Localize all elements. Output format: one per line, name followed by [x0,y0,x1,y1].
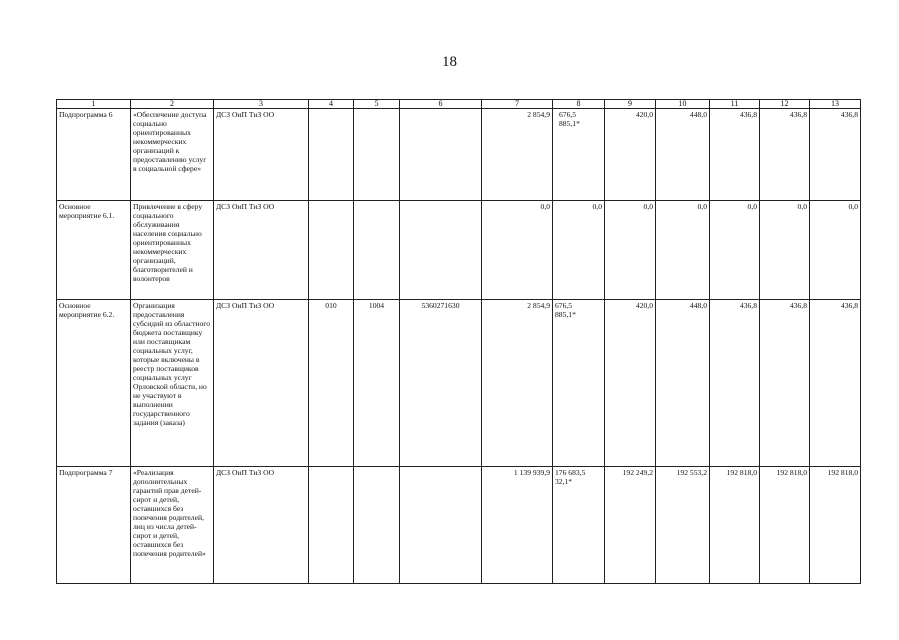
column-header: 12 [760,100,810,109]
code-cell [354,109,400,201]
amount-cell: 420,0 [605,300,656,467]
code-cell [354,467,400,584]
amount-cell: 448,0 [656,109,710,201]
code-cell: 010 [309,300,354,467]
code-cell [354,201,400,300]
amount-cell: 192 818,0 [760,467,810,584]
program-title-cell: «Обеспечение доступа социально ориентированных некоммерческих организаций к предоставлению услуг в социальной сфере» [131,109,214,201]
amount-cell: 0,0 [605,201,656,300]
column-header: 3 [214,100,309,109]
amount-line: 676,5 [559,110,577,119]
column-header: 11 [710,100,760,109]
code-cell [400,201,482,300]
code-cell: 5360271630 [400,300,482,467]
executor-cell: ДСЗ ОиП ТиЗ ОО [214,109,309,201]
code-cell [309,109,354,201]
amount-cell: 436,8 [810,109,861,201]
column-header: 13 [810,100,861,109]
amount-cell: 448,0 [656,300,710,467]
column-header: 8 [553,100,605,109]
amount-cell: 436,8 [760,109,810,201]
amount-cell: 0,0 [482,201,553,300]
table-row [57,300,861,467]
amount-cell: 1 139 939,9 [482,467,553,584]
amount-cell: 192 553,2 [656,467,710,584]
column-header: 10 [656,100,710,109]
amount-line: 32,1* [555,477,573,486]
table-row [57,201,861,300]
amount-cell: 192 818,0 [810,467,861,584]
code-cell [400,467,482,584]
column-header: 6 [400,100,482,109]
amount-cell: 436,8 [810,300,861,467]
amount-cell: 192 818,0 [710,467,760,584]
amount-cell: 2 854,9 [482,300,553,467]
amount-line: 0,0 [592,202,602,211]
page-number: 18 [442,54,457,70]
column-header: 9 [605,100,656,109]
amount-cell [553,109,605,201]
code-cell: 1004 [354,300,400,467]
amount-cell [553,300,605,467]
executor-cell: ДСЗ ОиП ТиЗ ОО [214,300,309,467]
amount-cell: 0,0 [710,201,760,300]
program-cell: Основное мероприятие 6.2. [57,300,131,467]
amount-line: 176 683,5 [555,468,586,477]
amount-cell: 0,0 [656,201,710,300]
amount-cell: 436,8 [710,300,760,467]
column-header: 4 [309,100,354,109]
program-title-cell: Организация предоставления субсидий из областного бюджета поставщику или поставщикам социальных услуг, которые включены в реестр поставщиков социальных услуг Орловской области, но не участвуют в выполнении государственного задания (заказа) [131,300,214,467]
table-row [57,109,861,201]
column-header: 7 [482,100,553,109]
amount-line: 885,1* [559,119,580,128]
executor-cell: ДСЗ ОиП ТиЗ ОО [214,201,309,300]
table-row [57,467,861,584]
amount-cell: 436,8 [710,109,760,201]
program-cell: Подпрограмма 6 [57,109,131,201]
code-cell [309,201,354,300]
budget-table [56,99,861,584]
program-title-cell: «Реализация дополнительных гарантий прав детей-сирот и детей, оставшихся без попечения родителей, лиц из числа детей-сирот и детей, оставшихся без попечения родителей» [131,467,214,584]
amount-cell: 2 854,9 [482,109,553,201]
amount-line: 676,5 [555,301,573,310]
amount-cell [553,467,605,584]
header-row [57,100,861,109]
amount-cell: 0,0 [760,201,810,300]
program-cell: Подпрограмма 7 [57,467,131,584]
executor-cell: ДСЗ ОиП ТиЗ ОО [214,467,309,584]
column-header: 5 [354,100,400,109]
amount-cell: 192 249,2 [605,467,656,584]
code-cell [309,467,354,584]
amount-cell: 420,0 [605,109,656,201]
amount-line: 885,1* [555,310,576,319]
column-header: 1 [57,100,131,109]
code-cell [400,109,482,201]
amount-cell [553,201,605,300]
program-title-cell: Привлечение в сферу социального обслуживания населения социально ориентированных некоммерческих организаций, благотворителей и волонтеров [131,201,214,300]
column-header: 2 [131,100,214,109]
amount-cell: 436,8 [760,300,810,467]
amount-cell: 0,0 [810,201,861,300]
program-cell: Основное мероприятие 6.1. [57,201,131,300]
